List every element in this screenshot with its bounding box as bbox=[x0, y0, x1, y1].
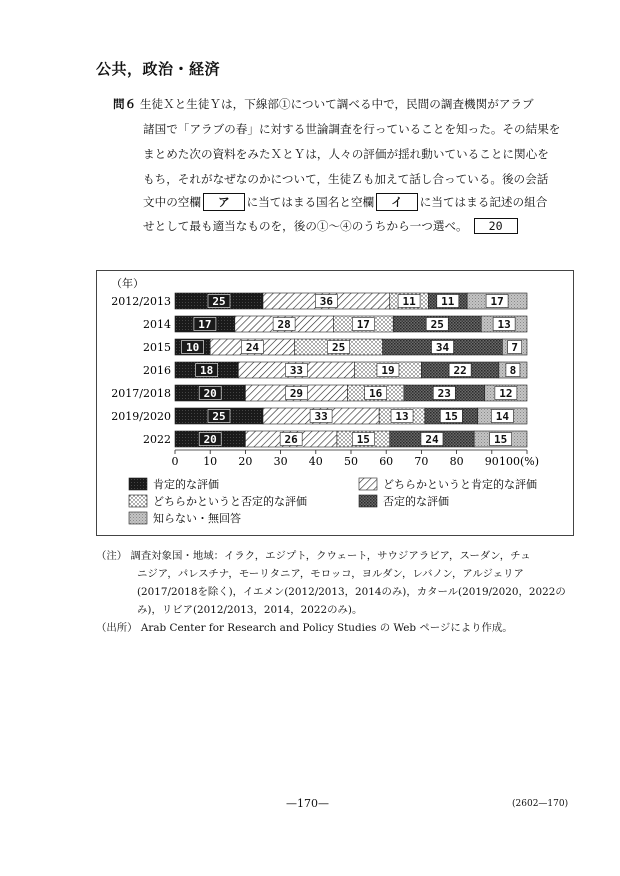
value-label: 17 bbox=[490, 295, 504, 308]
x-axis bbox=[172, 450, 540, 468]
value-label: 36 bbox=[319, 295, 333, 308]
value-label: 25 bbox=[212, 295, 226, 308]
value-label: 25 bbox=[212, 410, 226, 423]
category-label: 2014 bbox=[143, 318, 171, 331]
x-tick-label: 0 bbox=[171, 455, 179, 468]
value-label: 13 bbox=[395, 410, 409, 423]
category-label: 2015 bbox=[143, 341, 171, 354]
value-label: 25 bbox=[430, 318, 444, 331]
blank-a-box: ア bbox=[203, 193, 245, 211]
value-label: 33 bbox=[314, 410, 328, 423]
value-label: 24 bbox=[245, 341, 260, 354]
value-label: 23 bbox=[437, 387, 451, 400]
note-text-1: 調査対象国・地域：イラク，エジプト，クウェート，サウジアラビア，スーダン，チュ bbox=[130, 550, 531, 562]
question-line-3: まとめた次の資料をみたＸとＹは，人々の評価が揺れ動いていることに関心を bbox=[143, 147, 549, 161]
question-text-6: せとして最も適当なものを，後の①～④のうちから一つ選べ。 bbox=[143, 219, 468, 233]
question-text-5c: に当てはまる記述の組合 bbox=[419, 195, 548, 209]
question-line-6 bbox=[143, 218, 518, 234]
value-label: 19 bbox=[381, 364, 395, 377]
legend bbox=[129, 477, 537, 525]
note-line-2: ニジア，パレスチナ，モーリタニア，モロッコ，ヨルダン，レバノン，アルジェリア bbox=[137, 568, 524, 580]
value-label: 28 bbox=[277, 318, 291, 331]
value-label: 17 bbox=[356, 318, 370, 331]
x-tick-label: 30 bbox=[273, 455, 288, 468]
value-label: 11 bbox=[402, 295, 416, 308]
chart-frame bbox=[96, 270, 574, 536]
category-label: 2022 bbox=[143, 433, 171, 446]
value-label: 22 bbox=[453, 364, 467, 377]
value-label: 16 bbox=[369, 387, 383, 400]
value-label: 24 bbox=[425, 433, 439, 446]
category-label: 2012/2013 bbox=[111, 295, 171, 308]
note-line-4: み)，リビア(2012/2013，2014，2022のみ)。 bbox=[137, 604, 363, 616]
legend-label: どちらかというと肯定的な評価 bbox=[383, 478, 537, 491]
note-line-3: (2017/2018を除く)，イエメン(2012/2013，2014のみ)，カタール(2019/2020，2022の bbox=[137, 586, 566, 598]
value-label: 7 bbox=[511, 341, 518, 354]
value-label: 14 bbox=[495, 410, 509, 423]
legend-swatch bbox=[129, 478, 147, 490]
value-label: 15 bbox=[444, 410, 458, 423]
value-label: 29 bbox=[289, 387, 304, 400]
value-label: 17 bbox=[198, 318, 212, 331]
question-line-2: 諸国で「アラブの春」に対する世論調査を行っていることを知った。その結果を bbox=[143, 122, 561, 136]
question-text-5b: に当てはまる国名と空欄 bbox=[246, 195, 375, 209]
value-label: 18 bbox=[200, 364, 214, 377]
x-tick-label: 100(%) bbox=[498, 455, 540, 468]
value-label: 20 bbox=[203, 433, 217, 446]
category-label: 2017/2018 bbox=[111, 387, 171, 400]
x-tick-label: 60 bbox=[379, 455, 394, 468]
value-label: 15 bbox=[356, 433, 370, 446]
question-line-1 bbox=[113, 96, 534, 112]
legend-swatch bbox=[359, 478, 377, 490]
legend-label: どちらかというと否定的な評価 bbox=[153, 495, 307, 508]
value-label: 25 bbox=[332, 341, 346, 354]
note-line-1 bbox=[96, 547, 531, 562]
source-text: Arab Center for Research and Policy Studies の Web ページにより作成。 bbox=[140, 622, 513, 634]
page-code: (2602—170) bbox=[512, 799, 569, 809]
question-text-5a: 文中の空欄 bbox=[143, 195, 201, 209]
legend-swatch bbox=[129, 512, 147, 524]
x-tick-label: 40 bbox=[308, 455, 323, 468]
value-label: 13 bbox=[497, 318, 511, 331]
value-label: 20 bbox=[203, 387, 217, 400]
question-line-5 bbox=[143, 193, 547, 211]
page-number: —170— bbox=[286, 797, 329, 810]
value-label: 33 bbox=[289, 364, 304, 377]
value-label: 34 bbox=[435, 341, 450, 354]
value-label: 10 bbox=[185, 341, 200, 354]
blank-i-box: イ bbox=[376, 193, 418, 211]
category-label: 2016 bbox=[143, 364, 171, 377]
note-label: （注） bbox=[96, 550, 128, 562]
question-text-1: 生徒Ｘと生徒Ｙは，下線部①について調べる中で，民間の調査機関がアラブ bbox=[139, 97, 534, 111]
value-label: 15 bbox=[493, 433, 508, 446]
year-axis-label: （年） bbox=[111, 277, 144, 290]
x-tick-label: 50 bbox=[344, 455, 358, 468]
bars-layer bbox=[111, 293, 527, 447]
source-label: （出所） bbox=[96, 622, 138, 634]
value-label: 11 bbox=[441, 295, 455, 308]
x-tick-label: 70 bbox=[414, 455, 429, 468]
stacked-bar-chart bbox=[97, 271, 573, 535]
legend-swatch bbox=[129, 495, 147, 507]
legend-label: 肯定的な評価 bbox=[153, 478, 219, 491]
question-label: 問６ bbox=[113, 97, 137, 111]
category-label: 2019/2020 bbox=[111, 410, 171, 423]
x-tick-label: 20 bbox=[238, 455, 253, 468]
legend-label: 知らない・無回答 bbox=[153, 512, 241, 525]
x-tick-label: 90 bbox=[484, 455, 499, 468]
section-heading: 公共，政治・経済 bbox=[96, 60, 221, 78]
legend-swatch bbox=[359, 495, 377, 507]
x-tick-label: 10 bbox=[203, 455, 218, 468]
legend-label: 否定的な評価 bbox=[383, 495, 449, 508]
source-line bbox=[96, 619, 513, 634]
question-line-4: もち，それがなぜなのかについて，生徒Ｚも加えて話し合っている。後の会話 bbox=[143, 172, 549, 186]
x-tick-label: 80 bbox=[449, 455, 464, 468]
value-label: 26 bbox=[284, 433, 298, 446]
value-label: 8 bbox=[509, 364, 517, 377]
value-label: 12 bbox=[499, 387, 513, 400]
answer-number-box: 20 bbox=[474, 218, 518, 234]
